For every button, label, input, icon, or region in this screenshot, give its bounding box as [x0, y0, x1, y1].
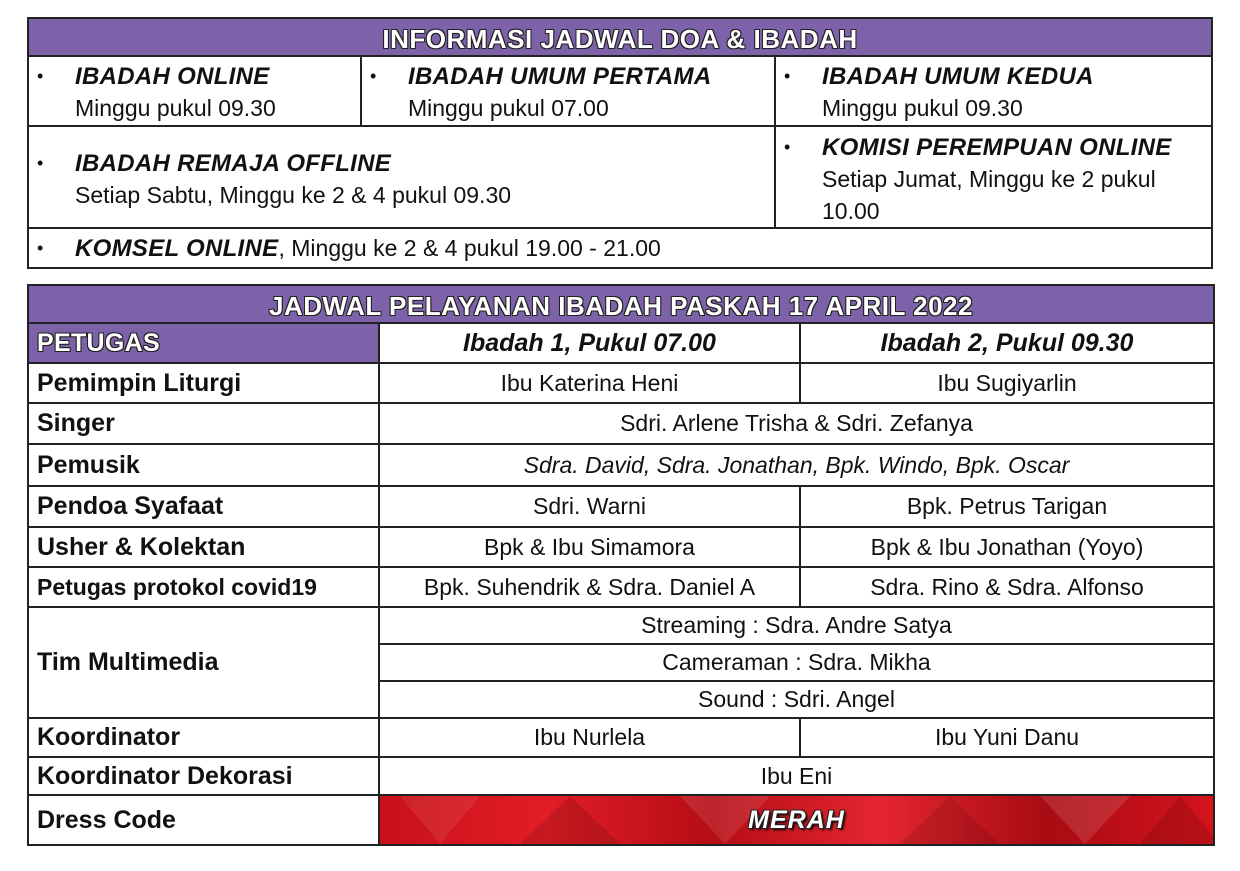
info-title: INFORMASI JADWAL DOA & IBADAH: [29, 19, 1211, 57]
table-row-pemimpin: [29, 364, 1213, 404]
row-label: Pendoa Syafaat: [29, 487, 380, 526]
cell-ibadah-2: Ibu Sugiyarlin: [937, 369, 1077, 396]
bullet-icon: •: [784, 137, 791, 157]
schedule-title: JADWAL PELAYANAN IBADAH PASKAH 17 APRIL 2022: [29, 286, 1213, 324]
info-box: [27, 17, 1213, 269]
row-label: Koordinator Dekorasi: [29, 758, 380, 794]
info-item-ibadah-umum-pertama: [362, 57, 774, 125]
table-row-dekorasi: [29, 758, 1213, 796]
row-label: Pemimpin Liturgi: [29, 364, 380, 402]
bullet-icon: •: [37, 238, 44, 258]
cell-ibadah-2: Sdra. Rino & Sdra. Alfonso: [870, 573, 1144, 600]
cell-cameraman: Cameraman : Sdra. Mikha: [380, 645, 1213, 682]
cell-ibadah-1: Sdri. Warni: [380, 487, 801, 526]
cell-ibadah-1: Ibu Katerina Heni: [380, 364, 801, 402]
cell-both: Sdra. David, Sdra. Jonathan, Bpk. Windo, Bpk. Oscar: [523, 451, 1070, 478]
table-row-pemusik: [29, 445, 1213, 487]
info-item-desc: Setiap Sabtu, Minggu ke 2 & 4 pukul 09.30: [75, 182, 512, 208]
info-item-line: [75, 235, 661, 263]
row-label: Tim Multimedia: [29, 608, 380, 717]
dress-code-swatch: [380, 796, 1213, 844]
info-item-title: IBADAH UMUM PERTAMA: [408, 63, 712, 90]
row-label: Singer: [29, 404, 380, 443]
bullet-icon: •: [370, 66, 377, 86]
info-item-title: IBADAH ONLINE: [75, 63, 270, 90]
info-item-title: IBADAH REMAJA OFFLINE: [75, 150, 392, 177]
info-item-ibadah-remaja: [29, 127, 774, 227]
cell-ibadah-1: Bpk & Ibu Simamora: [380, 528, 801, 566]
table-row-singer: [29, 404, 1213, 445]
table-row-protokol: [29, 568, 1213, 608]
cell-ibadah-2: Bpk. Petrus Tarigan: [906, 493, 1108, 519]
info-item-title: KOMSEL ONLINE: [75, 235, 279, 262]
table-row-koordinator: [29, 719, 1213, 758]
row-label: Koordinator: [29, 719, 380, 756]
info-item-ibadah-online: [29, 57, 360, 125]
cell-streaming: Streaming : Sdra. Andre Satya: [380, 608, 1213, 645]
ibadah-2-header: Ibadah 2, Pukul 09.30: [880, 328, 1134, 357]
cell-ibadah-1: Bpk. Suhendrik & Sdra. Daniel A: [380, 568, 801, 606]
bullet-icon: •: [37, 66, 44, 86]
cell-ibadah-2: Ibu Yuni Danu: [934, 724, 1080, 750]
dress-code-value: MERAH: [748, 805, 845, 834]
bullet-icon: •: [37, 153, 44, 173]
row-label: Usher & Kolektan: [29, 528, 380, 566]
info-item-desc: Minggu pukul 09.30: [822, 95, 1023, 121]
row-label: Petugas protokol covid19: [29, 568, 380, 606]
petugas-header: PETUGAS: [29, 324, 380, 362]
info-item-title: IBADAH UMUM KEDUA: [822, 63, 1094, 90]
table-row-multimedia: [29, 608, 1213, 719]
table-row-pendoa: [29, 487, 1213, 528]
info-item-ibadah-umum-kedua: [776, 57, 1211, 125]
row-label: Pemusik: [29, 445, 380, 485]
cell-ibadah-1: Ibu Nurlela: [380, 719, 801, 756]
info-item-desc: Minggu pukul 09.30: [75, 95, 276, 121]
bullet-icon: •: [784, 66, 791, 86]
ibadah-1-header: Ibadah 1, Pukul 07.00: [380, 324, 801, 362]
info-item-title: KOMISI PEREMPUAN ONLINE: [822, 134, 1172, 161]
cell-ibadah-2: Bpk & Ibu Jonathan (Yoyo): [870, 533, 1144, 560]
info-item-desc: , Minggu ke 2 & 4 pukul 19.00 - 21.00: [278, 235, 661, 261]
info-item-desc: Setiap Jumat, Minggu ke 2 pukul 10.00: [822, 166, 1156, 224]
row-label: Dress Code: [29, 796, 380, 844]
info-item-komisi-perempuan: [776, 127, 1211, 227]
cell-both: Sdri. Arlene Trisha & Sdri. Zefanya: [620, 410, 973, 436]
info-item-desc: Minggu pukul 07.00: [408, 95, 609, 121]
cell-both: Ibu Eni: [760, 762, 833, 789]
table-row-dress-code: [29, 796, 1213, 844]
schedule-table: [27, 284, 1215, 846]
info-item-komsel: [29, 229, 1211, 267]
cell-sound: Sound : Sdri. Angel: [698, 686, 895, 712]
table-header-row: [29, 324, 1213, 364]
table-row-usher: [29, 528, 1213, 568]
